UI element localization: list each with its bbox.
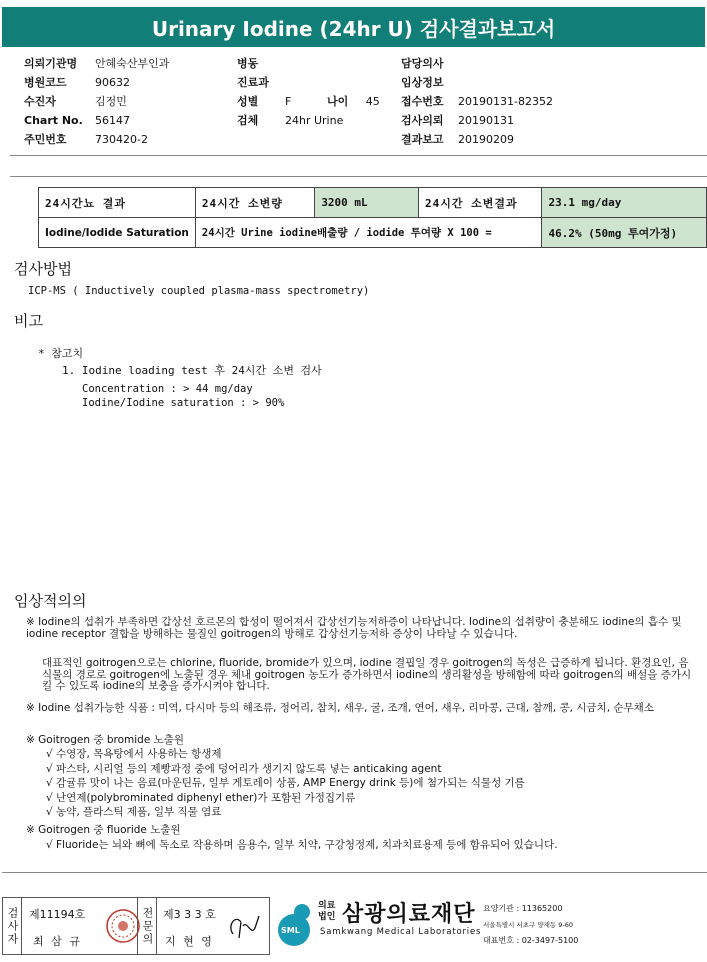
urine-result-24h-label: 24시간 소변결과: [419, 188, 542, 218]
fluoride-heading: ※ Goitrogen 중 fluoride 노출원: [26, 824, 181, 836]
results-row-1: [39, 188, 707, 218]
age-field: [327, 92, 380, 111]
reference-saturation: Iodine/Iodine saturation : > 90%: [82, 397, 285, 409]
info-label: 병동: [237, 57, 259, 70]
info-col-1: [24, 54, 224, 149]
info-label: 수진자: [24, 95, 56, 108]
reference-item: 1. Iodine loading test 후 24시간 소변 검사: [62, 364, 322, 377]
report-title: Urinary Iodine (24hr U) 검사결과보고서: [2, 7, 705, 47]
saturation-label: Iodine/Iodide Saturation: [39, 218, 196, 248]
divider-top: [10, 155, 707, 156]
examiner-label: [3, 898, 22, 954]
age-label: 나이: [327, 95, 349, 108]
examiner-license: 제11194호: [29, 908, 86, 921]
clinical-paragraph-2: 대표적인 goitrogen으로는 chlorine, fluoride, bromide가 있으며, iodine 결핍일 경우 goitrogen의 독성은 급증하게 됩니다. 환경요인, 음식물의 경로로 goitrogen에 노출된 경우 체내 goitrogen 농도가 증가하면서 iodine의 생리활성을 방해함에 따라 goitrogen의 배설을 증가시킬 수 있도록 iodine의 보충을 증가시켜야 합니다.: [42, 657, 692, 692]
urine-result-label: 24시간뇨 결과: [39, 188, 196, 218]
doctor-license: 제3 3 3 호: [163, 908, 216, 921]
info-row: [24, 111, 224, 130]
info-label: Chart No.: [24, 114, 83, 127]
info-label: 결과보고: [401, 133, 444, 146]
results-row-2: [39, 218, 707, 248]
saturation-value: 46.2% (50mg 투여가정): [542, 218, 707, 248]
urine-volume-label: 24시간 소변량: [195, 188, 314, 218]
method-text: ICP-MS ( Inductively coupled plasma-mass spectrometry): [28, 285, 370, 297]
bromide-item: √ 수영장, 목욕탕에서 사용하는 항생제: [46, 748, 222, 760]
info-label: 검체: [237, 114, 259, 127]
divider-top-2: [10, 176, 707, 177]
bromide-item: √ 농약, 플라스틱 제품, 일부 직물 염료: [46, 806, 222, 818]
info-label: 임상정보: [401, 76, 444, 89]
info-label: 검사의뢰: [401, 114, 444, 127]
info-value: 20190131: [458, 114, 514, 127]
saturation-formula: 24시간 Urine iodine배출량 / iodide 투여량 X 100 =: [195, 218, 542, 248]
info-row: [24, 92, 224, 111]
examiner-seal: [105, 908, 141, 944]
org-contact: [483, 901, 578, 949]
method-heading: 검사방법: [14, 260, 72, 278]
doctor-signature: [225, 908, 263, 944]
info-label: 병원코드: [24, 76, 67, 89]
info-row: [237, 54, 387, 73]
info-value: 730420-2: [95, 133, 148, 146]
org-address: 서울특별시 서초구 양재동 9-60: [483, 921, 574, 929]
examiner-name: 최 삼 규: [33, 935, 82, 948]
info-row: [401, 73, 701, 92]
sml-logo-text: SML: [281, 926, 300, 935]
reference-concentration: Concentration : > 44 mg/day: [82, 383, 253, 395]
bromide-item: √ 파스타, 시리얼 등의 제빵과정 중에 덩어리가 생기지 않도록 넣는 anticaking agent: [46, 762, 442, 775]
examiner-label-text: 검사자: [6, 906, 19, 946]
info-row: [24, 54, 224, 73]
info-label: 접수번호: [401, 95, 444, 108]
org-name: 삼광의료재단: [342, 902, 476, 927]
org-type-line-2: 법인: [318, 912, 336, 922]
info-value: 김정민: [95, 95, 127, 108]
reference-label: * 참고치: [38, 347, 84, 360]
org-phone: 대표번호 : 02-3497-5100: [483, 936, 579, 945]
info-value: 90632: [95, 76, 130, 89]
org-type-line-1: 의료: [318, 901, 336, 911]
bromide-item: √ 난연제(polybrominated diphenyl ether)가 포함된 가정집기류: [46, 791, 356, 804]
bromide-item: √ 감귤류 맛이 나는 음료(마운틴듀, 일부 게토레이 상품, AMP Energy drink 등)에 첨가되는 식물성 기름: [46, 777, 525, 789]
doctor-label-text: 전문의: [141, 906, 154, 946]
clinical-paragraph-1: ※ Iodine의 섭취가 부족하면 갑상선 호르몬의 합성이 떨어져서 갑상선기능저하증이 나타납니다. Iodine의 섭취량이 충분해도 iodine의 흡수 및 iodine receptor 결합을 방해하는 물질인 goitrogen의 방해로 갑상선기능저하 증상이 나타날 수 있습니다.: [26, 616, 682, 640]
clinical-paragraph-3: ※ Iodine 섭취가능한 식품 : 미역, 다시마 등의 해조류, 정어리, 참치, 새우, 굴, 조개, 연어, 새우, 리마콩, 근대, 참깨, 콩, 시금치, 순무채소: [26, 702, 654, 714]
info-col-3: [401, 54, 701, 149]
urine-volume-value: 3200 mL: [315, 188, 419, 218]
info-row: [237, 111, 387, 130]
urine-result-24h-value: 23.1 mg/day: [542, 188, 707, 218]
info-value: 20190131-82352: [458, 95, 553, 108]
info-row: [401, 54, 701, 73]
doctor-name: 지 현 영: [165, 935, 214, 948]
org-code: 요양기관 : 11365200: [483, 904, 563, 913]
info-label: 주민번호: [24, 133, 67, 146]
info-value: 안혜숙산부인과: [95, 57, 170, 70]
info-row: [237, 73, 387, 92]
info-label: 담당의사: [401, 57, 444, 70]
info-value: 24hr Urine: [285, 114, 344, 127]
bromide-list: [46, 749, 686, 822]
info-row: [401, 111, 701, 130]
info-label: 진료과: [237, 76, 269, 89]
org-english-name: Samkwang Medical Laboratories: [320, 927, 482, 937]
info-value: F: [285, 95, 292, 108]
signature-box: [2, 897, 270, 955]
remarks-heading: 비고: [14, 312, 43, 330]
clinical-heading: 임상적의의: [14, 592, 87, 610]
info-row: [401, 130, 701, 149]
org-type: [318, 901, 335, 923]
info-value: 20190209: [458, 133, 514, 146]
divider-bottom: [2, 872, 707, 873]
info-row: [401, 92, 701, 111]
doctor-label: [137, 898, 157, 954]
fluoride-item: √ Fluoride는 뇌와 뼈에 독소로 작용하며 음용수, 일부 치약, 구강청정제, 치과치료용제 등에 함유되어 있습니다.: [46, 839, 558, 851]
info-row: [24, 73, 224, 92]
results-table: [38, 187, 707, 248]
info-label: 성별: [237, 95, 259, 108]
info-row: [24, 130, 224, 149]
info-value: 56147: [95, 114, 130, 127]
sml-logo-icon: [270, 898, 318, 948]
info-label: 의뢰기관명: [24, 57, 78, 70]
age-value: 45: [365, 95, 380, 108]
bromide-heading: ※ Goitrogen 중 bromide 노출원: [26, 734, 185, 746]
